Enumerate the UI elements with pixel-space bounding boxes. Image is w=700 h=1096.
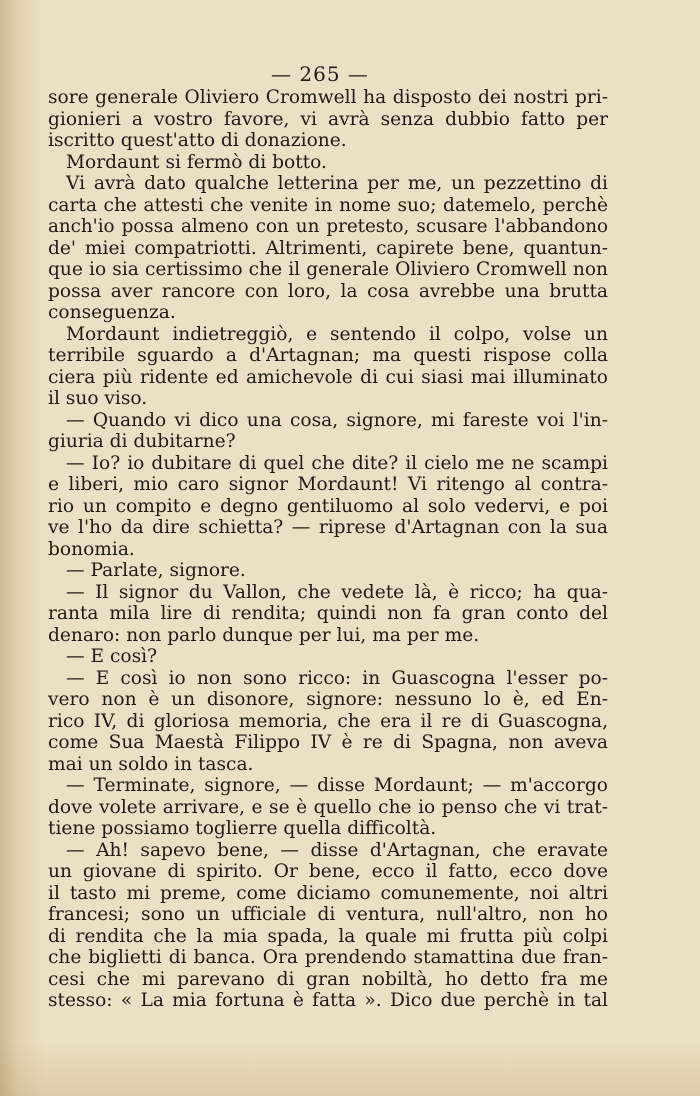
- text-line: possa aver rancore con loro, la cosa avrebbe una brutta: [48, 280, 608, 302]
- text-line: giuria di dubitarne?: [48, 431, 236, 452]
- text-line: que io sia certissimo che il generale Oliviero Cromwell non: [48, 259, 608, 280]
- text-line: carta che attesti che venite in nome suo; datemelo, perchè: [48, 194, 608, 216]
- text-line: rio un compito e degno gentiluomo al solo vedervi, e poi: [48, 495, 608, 517]
- page-number: — 265 —: [271, 62, 369, 86]
- text-line: di rendita che la mia spada, la quale mi frutta più colpi: [48, 925, 608, 947]
- text-line: Mordaunt indietreggiò, e sentendo il colpo, volse un: [66, 323, 608, 345]
- text-line: gionieri a vostro favore, vi avrà senza dubbio fatto per: [48, 108, 608, 130]
- text-line: cesi che mi parevano di gran nobiltà, ho detto fra me: [48, 968, 608, 990]
- text-line: sore generale Oliviero Cromwell ha disposto dei nostri pri-: [48, 87, 608, 108]
- text-line: un giovane di spirito. Or bene, ecco il fatto, ecco dove: [48, 861, 608, 882]
- text-line: il tasto mi preme, come diciamo comunemente, noi altri: [48, 882, 608, 904]
- text-line: — Il signor du Vallon, che vedete là, è ricco; ha qua-: [66, 581, 608, 603]
- text-line: — Quando vi dico una cosa, signore, mi fareste voi l'in-: [66, 409, 608, 431]
- text-line: stesso: « La mia fortuna è fatta ». Dico due perchè in tal: [48, 990, 608, 1011]
- text-line: bonomia.: [48, 538, 135, 560]
- text-line: tiene possiamo toglierre quella difficoltà.: [48, 818, 437, 839]
- text-line: ciera più ridente ed amichevole di cui siasi mai illuminato: [48, 366, 608, 388]
- text-line: Vi avrà dato qualche letterina per me, un pezzettino di: [66, 173, 608, 194]
- text-line: — Ah! sapevo bene, — disse d'Artagnan, che eravate: [66, 839, 608, 861]
- text-line: rico IV, di gloriosa memoria, che era il re di Guascogna,: [48, 710, 608, 732]
- text-line: anch'io possa almeno con un pretesto, scusare l'abbandono: [48, 216, 608, 237]
- text-line: ve l'ho da dire schietta? — riprese d'Artagnan con la sua: [48, 517, 608, 538]
- text-line: francesi; sono un ufficiale di ventura, null'altro, non ho: [48, 904, 608, 925]
- text-line: — Io? io dubitare di quel che dite? il cielo me ne scampi: [66, 452, 608, 474]
- text-line: terribile sguardo a d'Artagnan; ma questi rispose colla: [48, 345, 608, 366]
- text-line: — Parlate, signore.: [66, 560, 246, 581]
- text-line: vero non è un disonore, signore: nessuno lo è, ed En-: [48, 689, 608, 710]
- text-line: Mordaunt si fermò di botto.: [66, 151, 327, 173]
- text-line: de' miei compatriotti. Altrimenti, capirete bene, quantun-: [48, 237, 608, 259]
- text-line: — E così io non sono ricco: in Guascogna l'esser po-: [66, 667, 608, 689]
- text-line: — E così?: [66, 646, 158, 667]
- text-line: mai un soldo in tasca.: [48, 753, 254, 775]
- text-line: come Sua Maestà Filippo IV è re di Spagna, non aveva: [48, 732, 608, 753]
- text-line: ranta mila lire di rendita; quindi non fa gran conto del: [48, 603, 608, 624]
- text-line: che biglietti di banca. Ora prendendo stamattina due fran-: [48, 947, 608, 968]
- body-text: [48, 87, 608, 1012]
- text-line: denaro: non parlo dunque per lui, ma per me.: [48, 624, 480, 646]
- text-line: dove volete arrivare, e se è quello che io penso che vi trat-: [48, 796, 608, 818]
- text-line: iscritto quest'atto di donazione.: [48, 130, 347, 151]
- text-line: il suo viso.: [48, 388, 148, 409]
- text-line: — Terminate, signore, — disse Mordaunt; — m'accorgo: [66, 775, 608, 796]
- text-line: e liberi, mio caro signor Mordaunt! Vi ritengo al contra-: [48, 474, 608, 495]
- text-line: conseguenza.: [48, 302, 176, 323]
